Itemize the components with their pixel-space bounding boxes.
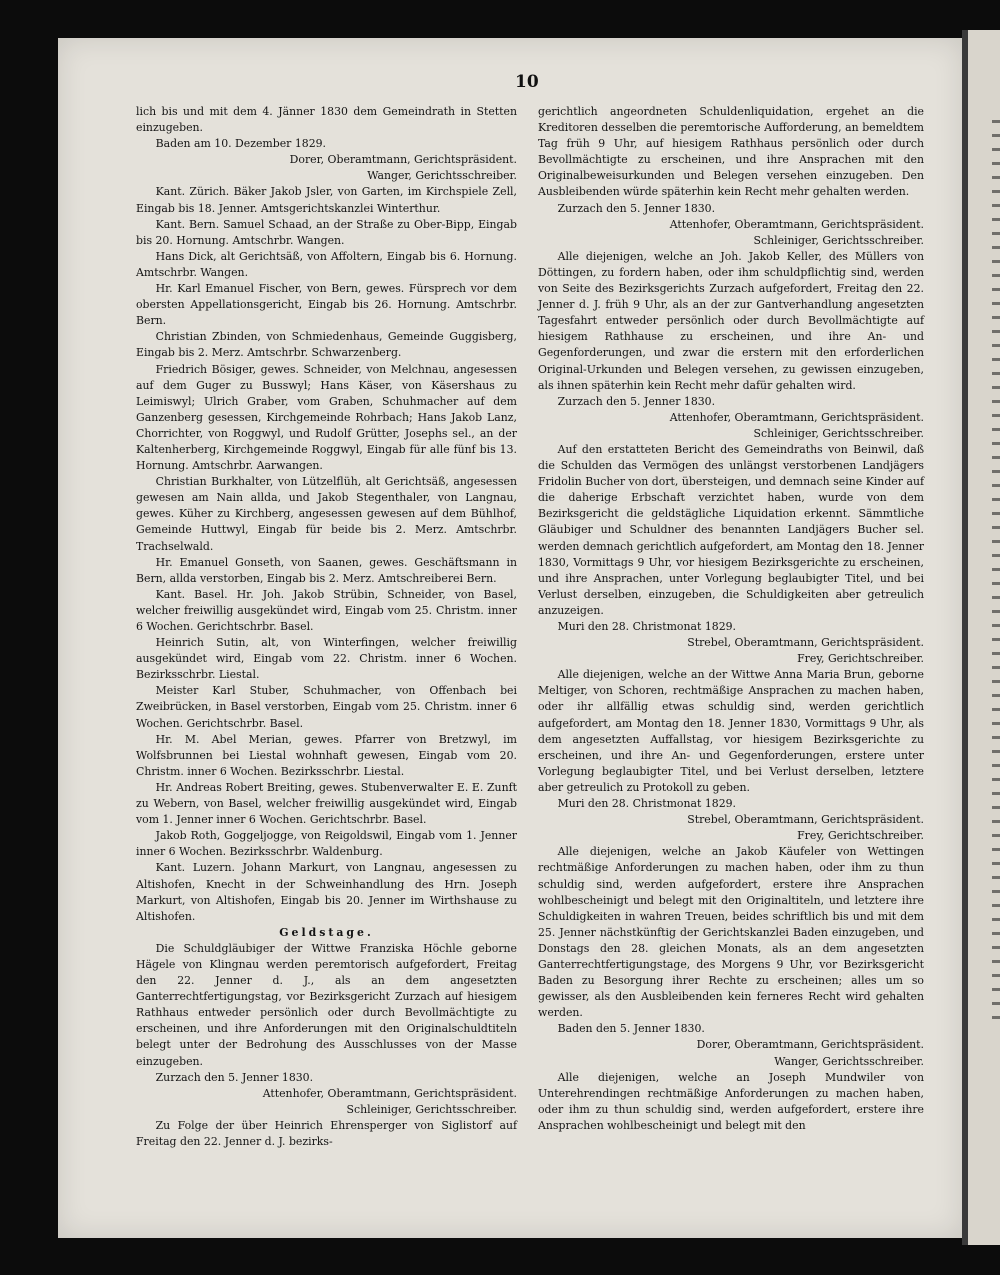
signature-line: Frey, Gerichtschreiber.: [797, 829, 924, 843]
signature-line: Wanger, Gerichtsschreiber.: [367, 169, 517, 183]
signature-line: Dorer, Oberamtmann, Gerichtspräsident.: [289, 153, 517, 167]
paragraph: Baden den 5. Jenner 1830.: [557, 1022, 705, 1036]
left-text-column: [136, 104, 517, 1150]
paragraph: gerichtlich angeordneten Schuldenliquidation, ergehet an die Kreditoren desselben die peremtorische Aufforderung, an bemeldtem Tag früh 9 Uhr, auf hiesigem Rathhaus persönlich oder durch Bevollmächtigte zu erscheinen, und ihre Ansprachen mit den Originalbeweisurkunden und Belegen versehen einzugeben. Den Ausbleibenden würde späterhin kein Recht mehr gehalten werden.: [538, 105, 924, 199]
signature-line: Strebel, Oberamtmann, Gerichtspräsident.: [687, 636, 924, 650]
paragraph: Muri den 28. Christmonat 1829.: [557, 797, 737, 811]
paragraph: Muri den 28. Christmonat 1829.: [557, 620, 737, 633]
paragraph: Hans Dick, alt Gerichtsäß, von Affoltern, Eingab bis 6. Hornung. Amtschrbr. Wangen.: [136, 249, 517, 279]
paragraph: Jakob Roth, Goggeljogge, von Reigoldswil, Eingab vom 1. Jenner inner 6 Wochen. Bezirksschrbr. Waldenburg.: [136, 829, 517, 859]
paragraph: Auf den erstatteten Bericht des Gemeindraths von Beinwil, daß die Schulden das Vermögen des unlängst verstorbenen Landjägers Fridolin Bucher von dort, übersteigen, und demnach seine Kinder auf die daherige Erbschaft verzichtet haben, wurde von dem Bezirksgericht die geldstägliche Liquidation erkennt. Sämmtliche Gläubiger und Schuldner des benannten Landjägers Bucher sel. werden demnach gerichtlich aufgefordert, am Montag den 18. Jenner 1830, Vormittags 9 Uhr, vor hiesigem Bezirksgerichte zu erscheinen, und ihre Ansprachen, unter Vorlegung beglaubigter Titel, und bei Verlust derselben, einzugeben, die Schuldigkeiten aber getreulich anzuzeigen.: [538, 442, 924, 617]
paragraph: Zurzach den 5. Jenner 1830.: [155, 1070, 314, 1084]
paragraph: Christian Burkhalter, von Lützelflüh, alt Gerichtsäß, angesessen gewesen am Nain allda, und Jakob Stegenthaler, von Langnau, gewes. Küher zu Kirchberg, angesessen gewesen auf dem Bühlhof, Gemeinde Huttwyl, Eingab für beide bis 2. Merz. Amtschrbr. Trachselwald.: [136, 475, 517, 553]
paragraph: Alle diejenigen, welche an Jakob Käufeler von Wettingen rechtmäßige Anforderungen zu machen haben, oder ihm zu thun schuldig sind, werden aufgefordert, erstere ihre Ansprachen wohlbescheinigt und belegt mit den Originaltiteln, und letztere ihre Schuldigkeiten in wahren Treuen, beides schriftlich bis und mit dem 25. Jenner nächstkünftig der Gerichtskanzlei Baden einzugeben, und Donstags den 28. gleichen Monats, als an dem angesetzten Ganterrechtfertigungstage, des Morgens 9 Uhr, vor Bezirksgericht Baden zu Besorgung ihrer Rechte zu erscheinen; alles um so gewisser, als den Ausbleibenden kein ferneres Recht wird gehalten werden.: [538, 845, 924, 1020]
section-heading: Geldstage.: [279, 925, 374, 939]
signature-line: Attenhofer, Oberamtmann, Gerichtspräsident.: [669, 217, 924, 231]
paragraph: Zurzach den 5. Jenner 1830.: [557, 394, 716, 408]
signature-line: Wanger, Gerichtsschreiber.: [774, 1054, 924, 1068]
paragraph: Hr. Karl Emanuel Fischer, von Bern, gewes. Fürsprech vor dem obersten Appellationsgericht, Eingab bis 26. Hornung. Amtschrbr. Bern.: [136, 282, 517, 328]
paragraph: Hr. M. Abel Merian, gewes. Pfarrer von Bretzwyl, im Wolfsbrunnen bei Liestal wohnhaft gewesen, Eingab vom 20. Christm. inner 6 Wochen. Bezirksschrbr. Liestal.: [136, 732, 517, 778]
paragraph: Alle diejenigen, welche an der Wittwe Anna Maria Brun, geborne Meltiger, von Schoren, rechtmäßige Ansprachen zu machen haben, oder ihr allfällig etwas schuldig sind, werden gerichtlich aufgefordert, am Montag den 18. Jenner 1830, Vormittags 9 Uhr, als dem angesetzten Auffallstag, vor hiesigem Bezirksgerichte zu erscheinen, und ihre An- und Gegenforderungen, erstere unter Vorlegung beglaubigter Titel, und bei Verlust derselben, letztere aber getreulich zu Protokoll zu geben.: [538, 668, 924, 794]
paragraph: Christian Zbinden, von Schmiedenhaus, Gemeinde Guggisberg, Eingab bis 2. Merz. Amtschrbr. Schwarzenberg.: [136, 330, 517, 360]
signature-line: Attenhofer, Oberamtmann, Gerichtspräsident.: [262, 1086, 517, 1100]
signature-line: Schleiniger, Gerichtsschreiber.: [346, 1102, 517, 1116]
paragraph: Kant. Luzern. Johann Markurt, von Langnau, angesessen zu Altishofen, Knecht in der Schweinhandlung des Hrn. Joseph Markurt, von Altishofen, Eingab bis 20. Jenner im Wirthshause zu Altishofen.: [136, 861, 517, 923]
paragraph: Kant. Bern. Samuel Schaad, an der Straße zu Ober-Bipp, Eingab bis 20. Hornung. Amtschrbr. Wangen.: [136, 217, 517, 247]
paragraph: Zurzach den 5. Jenner 1830.: [557, 201, 716, 215]
signature-line: Strebel, Oberamtmann, Gerichtspräsident.: [687, 813, 924, 827]
paragraph: Baden am 10. Dezember 1829.: [155, 137, 327, 151]
paragraph: Kant. Basel. Hr. Joh. Jakob Strübin, Schneider, von Basel, welcher freiwillig ausgekündet wird, Eingab vom 25. Christm. inner 6 Wochen. Gerichtschrbr. Basel.: [136, 587, 517, 633]
adjacent-page-edge: [992, 120, 1000, 1020]
paragraph: Die Schuldgläubiger der Wittwe Franziska Höchle geborne Hägele von Klingnau werden peremtorisch aufgefordert, Freitag den 22. Jenner d. J., als an dem angesetzten Ganterrechtfertigungstag, vor Bezirksgericht Zurzach auf hiesigem Rathhaus entweder persönlich oder durch Bevollmächtigte zu erscheinen, und ihre Anforderungen mit den Originalschuldtiteln belegt unter der Bedrohung des Ausschlusses von der Masse einzugeben.: [136, 941, 517, 1068]
paragraph: Kant. Zürich. Bäker Jakob Jsler, von Garten, im Kirchspiele Zell, Eingab bis 18. Jenner. Amtsgerichtskanzlei Winterthur.: [136, 185, 517, 215]
paragraph: lich bis und mit dem 4. Jänner 1830 dem Gemeindrath in Stetten einzugeben.: [136, 105, 517, 135]
signature-line: Frey, Gerichtschreiber.: [797, 652, 924, 666]
right-text-column: [538, 104, 924, 1134]
paragraph: Hr. Andreas Robert Breiting, gewes. Stubenverwalter E. E. Zunft zu Webern, von Basel, welcher freiwillig ausgekündet wird, Eingab vom 1. Jenner inner 6 Wochen. Gerichtschrbr. Basel.: [136, 780, 517, 827]
paragraph: Hr. Emanuel Gonseth, von Saanen, gewes. Geschäftsmann in Bern, allda verstorben, Eingab bis 2. Merz. Amtschreiberei Bern.: [136, 555, 517, 585]
paragraph: Alle diejenigen, welche an Joh. Jakob Keller, des Müllers von Döttingen, zu fordern haben, oder ihm schuldpflichtig sind, werden von Seite des Bezirksgerichts Zurzach aufgefordert, Freitag den 22. Jenner d. J. früh 9 Uhr, als an der zur Gantverhandlung angesetzten Tagesfahrt entweder persönlich oder durch Bevollmächtigte auf hiesigem Rathhause zu erscheinen, und ihre An- und Gegenforderungen, und zwar die erstern mit den erforderlichen Original-Urkunden und Belegen versehen, zu gewissen einzugeben, als ihnen späterhin kein Recht mehr dafür gehalten wird.: [538, 249, 924, 392]
page-number: 10: [515, 72, 539, 92]
signature-line: Schleiniger, Gerichtsschreiber.: [753, 233, 924, 247]
signature-line: Dorer, Oberamtmann, Gerichtspräsident.: [696, 1038, 924, 1052]
paragraph: Heinrich Sutin, alt, von Winterfingen, welcher freiwillig ausgekündet wird, Eingab vom 22. Christm. inner 6 Wochen. Bezirksschrbr. Liestal.: [136, 636, 517, 682]
signature-line: Attenhofer, Oberamtmann, Gerichtspräsident.: [669, 410, 924, 424]
paragraph: Friedrich Bösiger, gewes. Schneider, von Melchnau, angesessen auf dem Guger zu Busswyl; Hans Käser, von Käsershaus zu Leimiswyl; Ulrich Graber, vom Graben, Schuhmacher auf dem Ganzenberg gesessen, Kirchgemeinde Rohrbach; Hans Jakob Lanz, Chorrichter, von Roggwyl, und Rudolf Grütter, Josephs sel., an der Kaltenherberg, Kirchgemeinde Roggwyl, Eingab für alle fünf bis 13. Hornung. Amtschrbr. Aarwangen.: [136, 362, 517, 473]
paragraph: Zu Folge der über Heinrich Ehrensperger von Siglistorf auf Freitag den 22. Jenner d. J. bezirks-: [136, 1118, 517, 1148]
signature-line: Schleiniger, Gerichtsschreiber.: [753, 426, 924, 440]
paragraph: Meister Karl Stuber, Schuhmacher, von Offenbach bei Zweibrücken, in Basel verstorben, Eingab vom 25. Christm. inner 6 Wochen. Gerichtschrbr. Basel.: [136, 684, 517, 730]
paragraph: Alle diejenigen, welche an Joseph Mundwiler von Unterehrendingen rechtmäßige Anforderungen zu machen haben, oder ihm zu thun schuldig sind, werden aufgefordert, erstere ihre Ansprachen wohlbescheinigt und belegt mit den: [538, 1070, 924, 1132]
